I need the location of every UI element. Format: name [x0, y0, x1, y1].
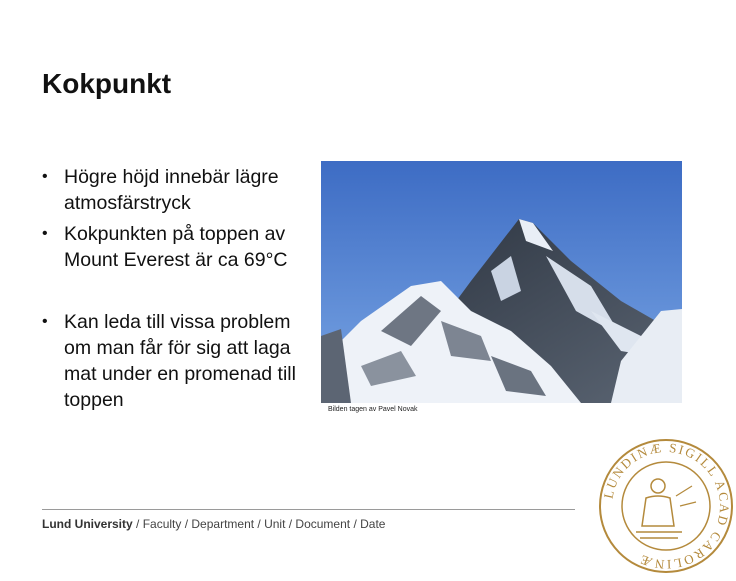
university-seal-logo [596, 436, 736, 576]
footer [42, 517, 385, 531]
bullet-item: • Kan leda till vissa problem om man får för sig att laga mat under en promenad till toppen [42, 309, 300, 413]
mountain-illustration [321, 161, 682, 403]
bullet-item: • Kokpunkten på toppen av Mount Everest är ca 69°C [42, 221, 300, 273]
bullet-item: • Högre höjd innebär lägre atmosfärstryck [42, 164, 300, 216]
footer-divider [42, 509, 575, 510]
mount-everest-photo [321, 161, 682, 403]
footer-org: Lund University [42, 517, 133, 531]
slide-title: Kokpunkt [42, 68, 172, 99]
svg-text:LUNDINÆ SIGILL ACAD CAROLINÆ: LUNDINÆ SIGILL ACAD CAROLINÆ [600, 439, 733, 573]
footer-separator: / [132, 517, 143, 531]
footer-path: Faculty / Department / Unit / Document / Date [142, 517, 386, 531]
photo-credit: Bilden tagen av Pavel Novak [328, 406, 418, 413]
bullet-list [42, 164, 300, 413]
